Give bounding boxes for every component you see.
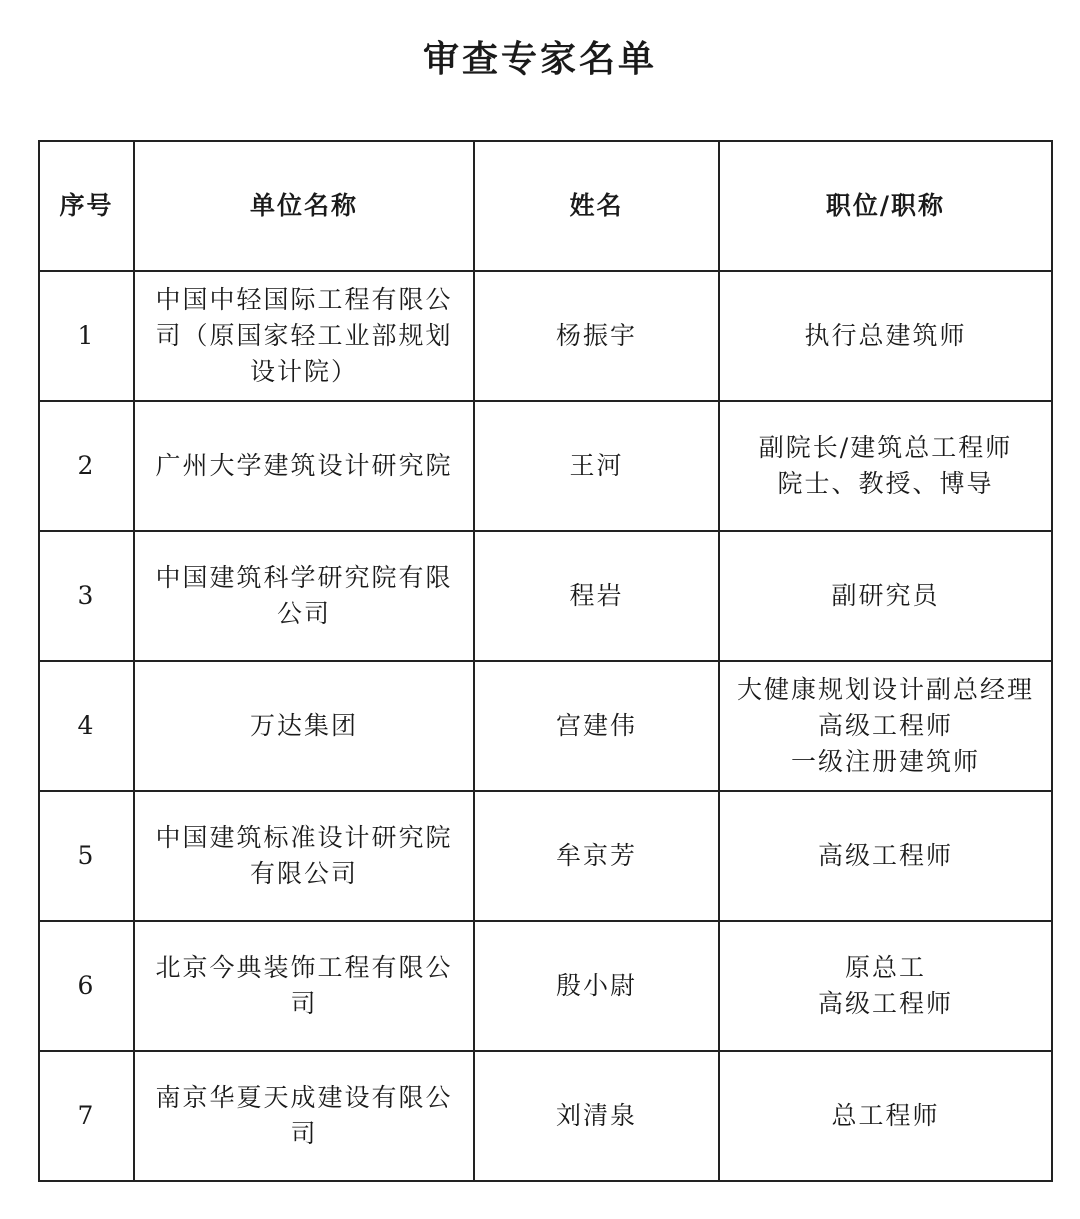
cell-name: 杨振宇 [474, 271, 719, 401]
cell-number: 7 [39, 1051, 134, 1181]
cell-number: 3 [39, 531, 134, 661]
position-line: 执行总建筑师 [804, 321, 967, 350]
position-line: 高级工程师 [817, 841, 953, 870]
table-row [39, 531, 1052, 661]
organization-line: 司（原国家轻工业部规划 [155, 321, 453, 350]
organization-line: 南京华夏天成建设有限公 [155, 1083, 453, 1112]
organization-line: 广州大学建筑设计研究院 [155, 451, 453, 480]
organization-line: 设计院） [249, 357, 358, 386]
cell-position [719, 791, 1052, 921]
cell-position [719, 661, 1052, 791]
organization-line: 万达集团 [249, 711, 358, 740]
cell-name: 程岩 [474, 531, 719, 661]
cell-number: 4 [39, 661, 134, 791]
position-line: 副研究员 [831, 581, 940, 610]
position-line: 副院长/建筑总工程师 [758, 433, 1013, 462]
cell-name: 殷小尉 [474, 921, 719, 1051]
cell-name: 宫建伟 [474, 661, 719, 791]
cell-organization [134, 401, 474, 531]
document-title: 审查专家名单 [422, 38, 657, 80]
cell-position [719, 271, 1052, 401]
position-line: 大健康规划设计副总经理 [736, 675, 1034, 704]
header-position: 职位/职称 [719, 141, 1052, 271]
cell-organization [134, 921, 474, 1051]
cell-number: 2 [39, 401, 134, 531]
cell-position [719, 531, 1052, 661]
position-line: 高级工程师 [817, 989, 953, 1018]
table-body [39, 271, 1052, 1181]
table-row [39, 791, 1052, 921]
position-line: 院士、教授、博导 [777, 469, 994, 498]
organization-line: 有限公司 [249, 859, 358, 888]
position-line: 原总工 [844, 953, 926, 982]
table-row [39, 401, 1052, 531]
table-row [39, 271, 1052, 401]
cell-number: 6 [39, 921, 134, 1051]
header-name: 姓名 [474, 141, 719, 271]
header-number: 序号 [39, 141, 134, 271]
cell-number: 1 [39, 271, 134, 401]
cell-name: 刘清泉 [474, 1051, 719, 1181]
table-header-row [39, 141, 1052, 271]
table-row [39, 1051, 1052, 1181]
expert-list-table [38, 140, 1053, 1182]
cell-organization [134, 661, 474, 791]
organization-line: 公司 [276, 599, 331, 628]
organization-line: 司 [290, 989, 318, 1018]
position-line: 高级工程师 [817, 711, 953, 740]
organization-line: 司 [290, 1119, 318, 1148]
cell-organization [134, 271, 474, 401]
cell-organization [134, 791, 474, 921]
organization-line: 中国建筑科学研究院有限 [155, 563, 453, 592]
table-row [39, 661, 1052, 791]
cell-position [719, 921, 1052, 1051]
position-line: 一级注册建筑师 [790, 747, 980, 776]
cell-name: 王河 [474, 401, 719, 531]
organization-line: 中国中轻国际工程有限公 [155, 285, 453, 314]
position-line: 总工程师 [831, 1101, 940, 1130]
cell-organization [134, 1051, 474, 1181]
cell-name: 牟京芳 [474, 791, 719, 921]
cell-number: 5 [39, 791, 134, 921]
cell-organization [134, 531, 474, 661]
cell-position [719, 401, 1052, 531]
cell-position [719, 1051, 1052, 1181]
organization-line: 中国建筑标准设计研究院 [155, 823, 453, 852]
organization-line: 北京今典装饰工程有限公 [155, 953, 453, 982]
table-row [39, 921, 1052, 1051]
header-organization: 单位名称 [134, 141, 474, 271]
